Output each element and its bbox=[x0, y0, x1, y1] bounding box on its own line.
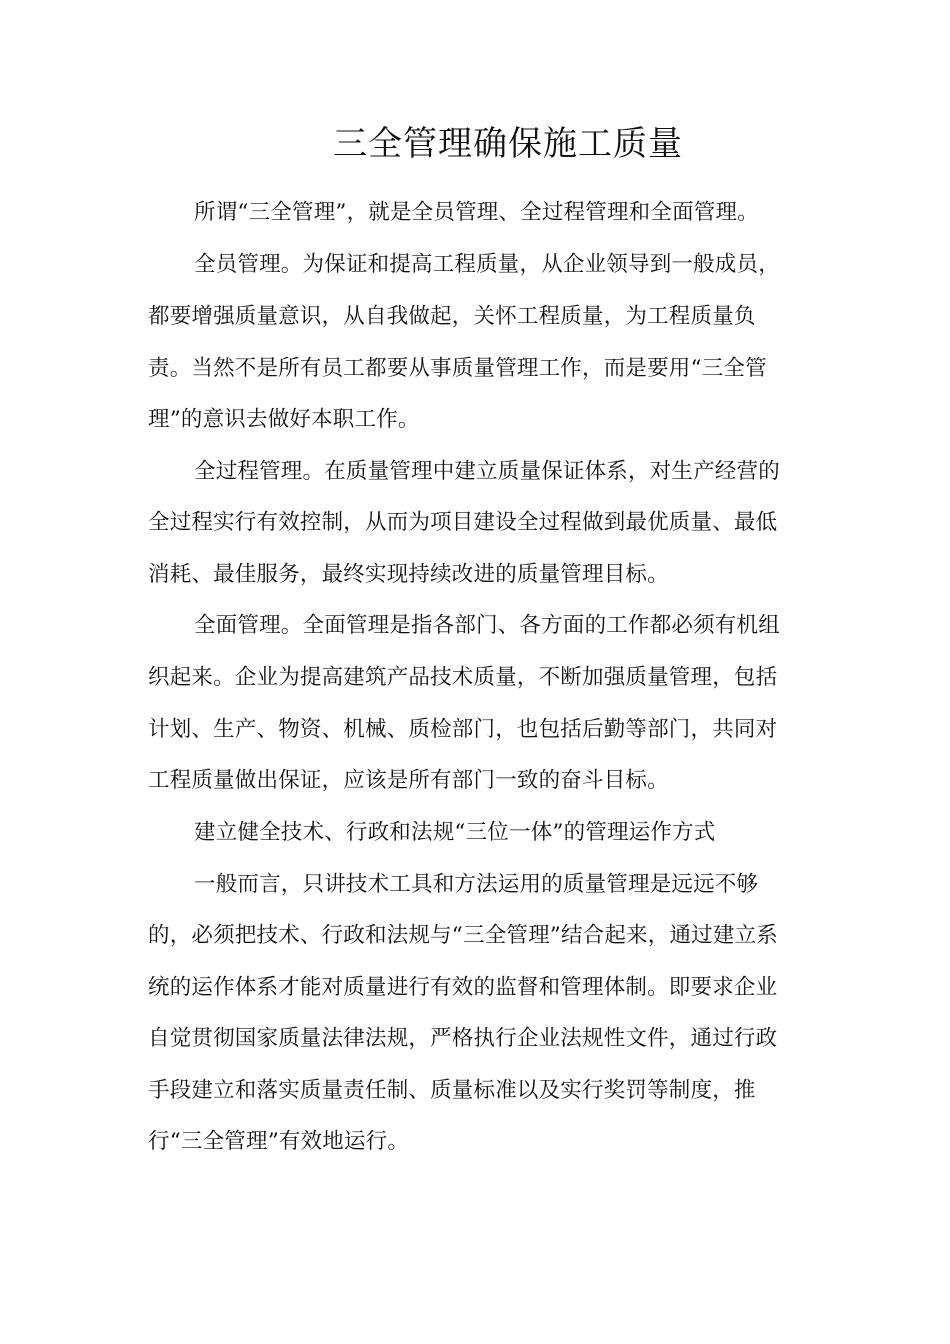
paragraph-line: 全过程实行有效控制，从而为项目建设全过程做到最优质量、最低 bbox=[148, 510, 778, 535]
paragraph-line: 手段建立和落实质量责任制、质量标准以及实行奖罚等制度，推 bbox=[148, 1078, 756, 1103]
paragraph-line: 所谓“三全管理”，就是全员管理、全过程管理和全面管理。 bbox=[194, 200, 759, 225]
paragraph-line: 统的运作体系才能对质量进行有效的监督和管理体制。即要求企业 bbox=[148, 975, 778, 1000]
paragraph-line: 计划、生产、物资、机械、质检部门，也包括后勤等部门，共同对 bbox=[148, 717, 778, 742]
paragraph-line: 理”的意识去做好本职工作。 bbox=[148, 407, 420, 432]
document-title: 三全管理确保施工质量 bbox=[333, 124, 683, 164]
paragraph-line: 都要增强质量意识，从自我做起，关怀工程质量，为工程质量负 bbox=[148, 304, 756, 329]
paragraph-line: 全过程管理。在质量管理中建立质量保证体系，对生产经营的 bbox=[194, 459, 780, 484]
paragraph-line: 工程质量做出保证，应该是所有部门一致的奋斗目标。 bbox=[148, 768, 669, 793]
paragraph-line: 自觉贯彻国家质量法律法规，严格执行企业法规性文件，通过行政 bbox=[148, 1026, 778, 1051]
paragraph-line: 的，必须把技术、行政和法规与“三全管理”结合起来，通过建立系 bbox=[148, 923, 778, 948]
paragraph-line: 全面管理。全面管理是指各部门、各方面的工作都必须有机组 bbox=[194, 613, 780, 638]
paragraph-line: 织起来。企业为提高建筑产品技术质量，不断加强质量管理，包括 bbox=[148, 665, 778, 690]
section-heading: 建立健全技术、行政和法规“三位一体”的管理运作方式 bbox=[194, 820, 716, 845]
paragraph-line: 行“三全管理”有效地运行。 bbox=[148, 1129, 410, 1154]
paragraph-line: 一般而言，只讲技术工具和方法运用的质量管理是远远不够 bbox=[194, 872, 759, 897]
paragraph-line: 全员管理。为保证和提高工程质量，从企业领导到一般成员， bbox=[194, 252, 780, 277]
paragraph-line: 责。当然不是所有员工都要从事质量管理工作，而是要用“三全管 bbox=[148, 356, 767, 381]
paragraph-line: 消耗、最佳服务，最终实现持续改进的质量管理目标。 bbox=[148, 562, 669, 587]
